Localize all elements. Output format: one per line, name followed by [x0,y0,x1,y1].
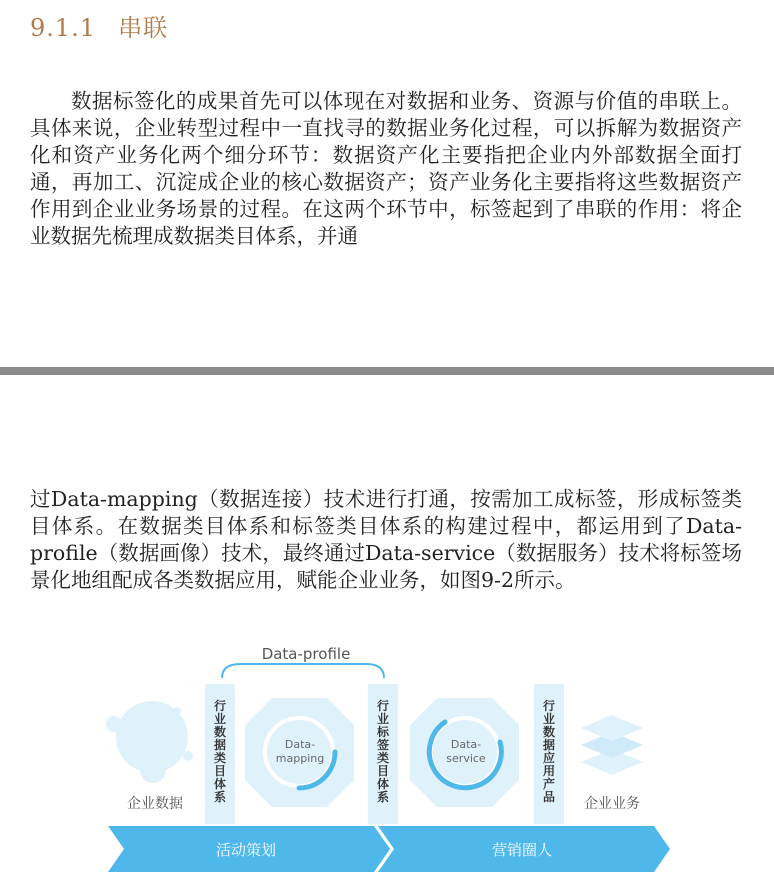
service-label-1: Data- [450,738,482,751]
column-char: 业 [376,712,390,726]
column-char: 行 [542,699,556,713]
column-char: 系 [213,790,227,804]
arrow-campaign-label: 活动策划 [215,841,277,859]
column-char: 数 [213,725,227,739]
column-char: 用 [542,764,556,778]
column-char: 行 [213,699,227,713]
column-char: 体 [213,777,227,791]
service-label-2: service [446,752,486,765]
stacked-layers-icon [581,715,643,775]
column-char: 目 [376,764,390,778]
column-char: 据 [213,738,227,752]
arrow-targeting-label: 营销圈人 [491,841,553,859]
page-break-divider [0,367,774,375]
column-char: 体 [376,777,390,791]
column-char: 类 [376,751,390,765]
column-industry-data-products [542,698,555,804]
column-char: 签 [376,738,390,752]
profile-label: Data-profile [261,645,351,663]
section-number: 9.1.1 [30,14,97,42]
body-paragraph-top: 数据标签化的成果首先可以体现在对数据和业务、资源与价值的串联上。具体来说，企业转型过程中一直找寻的数据业务化过程，可以拆解为数据资产化和资产业务化两个细分环节：数据资产化主要指把企业内外部数据全面打通，再加工、沉淀成企业的核心数据资产；资产业务化主要指将这些数据资产作用到企业业务场景的过程。在这两个环节中，标签起到了串联的作用：将企业数据先梳理成数据类目体系，并通 [30,89,742,248]
figure-9-2 [0,630,774,876]
profile-bracket [222,664,384,678]
column-char: 系 [376,790,390,804]
data-bubbles-icon [106,701,193,783]
left-label: 企业数据 [127,796,183,812]
right-label: 企业业务 [584,796,640,812]
column-char: 行 [376,699,390,713]
column-char: 标 [376,725,390,739]
mapping-label-1: Data- [284,738,316,751]
column-char: 据 [542,738,556,752]
column-char: 数 [542,725,556,739]
column-char: 业 [542,712,556,726]
column-char: 品 [542,790,556,804]
section-title: 串联 [118,14,169,42]
body-paragraph-bottom: 过Data-mapping（数据连接）技术进行打通，按需加工成标签，形成标签类目体系。在数据类目体系和标签类目体系的构建过程中，都运用到了Data-profile（数据画像）技术，最终通过Data-service（数据服务）技术将标签场景化地组配成各类数据应用，赋能企业业务，如图9-2所示。 [30,487,742,592]
column-char: 目 [213,764,227,778]
column-char: 产 [542,777,556,791]
column-char: 业 [213,712,227,726]
mapping-label-2: mapping [275,752,325,765]
column-industry-tag-catalog [376,698,390,804]
figure-diagram [0,630,774,876]
column-char: 类 [213,751,227,765]
column-industry-data-catalog [213,698,226,804]
section-heading [30,8,168,43]
column-char: 应 [542,751,556,765]
